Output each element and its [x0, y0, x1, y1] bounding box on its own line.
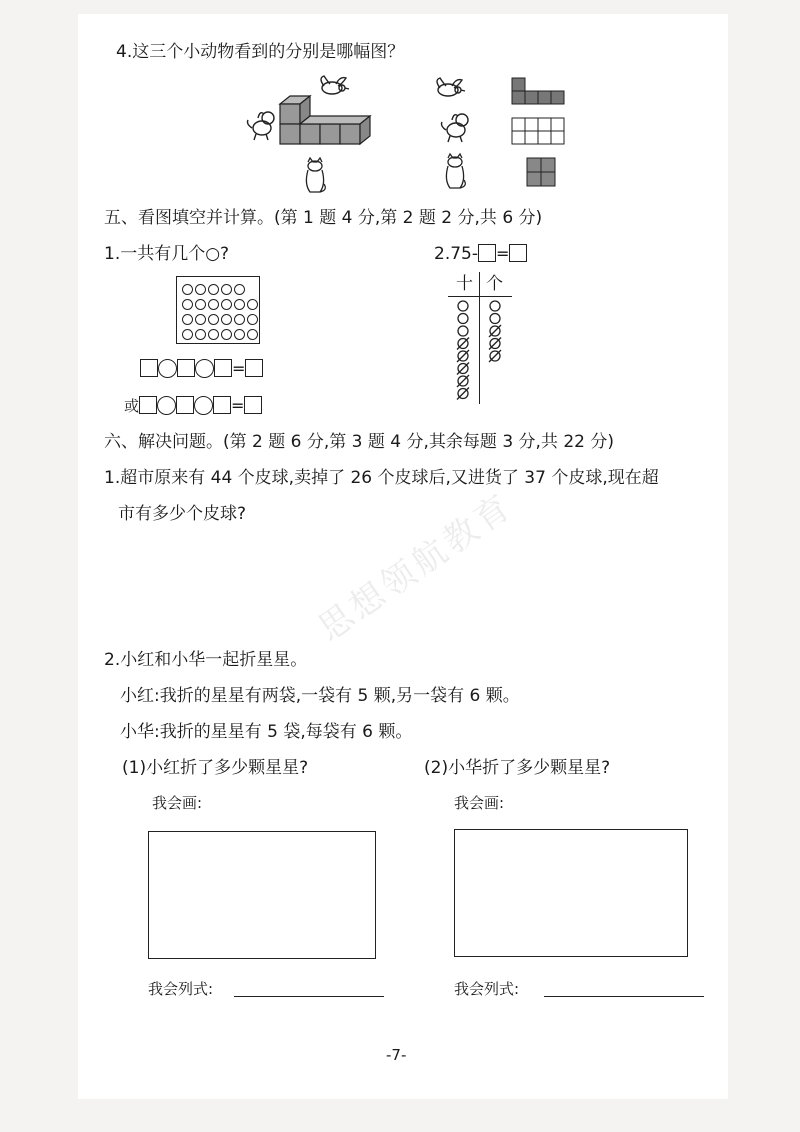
formula-answer-line-2[interactable] [544, 996, 704, 997]
view-c-figure [527, 158, 555, 186]
count-circle [182, 284, 193, 295]
bird-icon [437, 78, 465, 96]
drawing-area-2[interactable] [454, 829, 688, 957]
count-circle [195, 284, 206, 295]
view-a-figure [512, 78, 564, 104]
circle-grid-frame [176, 276, 260, 344]
answer-box[interactable] [140, 359, 158, 377]
counter-circle [490, 314, 500, 324]
cross-out-mark [489, 338, 501, 350]
cross-out-mark [489, 325, 501, 337]
s5-q2-title: 2.75- = [434, 244, 527, 263]
count-circle [195, 314, 206, 325]
alt-label: 或 [124, 397, 140, 415]
count-circle [234, 329, 245, 340]
counter-circle [458, 326, 468, 336]
cat-icon [306, 158, 325, 192]
count-circle [234, 314, 245, 325]
answer-box[interactable] [244, 396, 262, 414]
equation-2: 或 = [124, 396, 262, 415]
answer-box[interactable] [214, 359, 232, 377]
s6-q1-line1: 1.超市原来有 44 个皮球,卖掉了 26 个皮球后,又进货了 37 个皮球,现在超 [104, 468, 659, 488]
equation-1: = [140, 359, 263, 378]
xiaohua-text: 小华:我折的星星有 5 袋,每袋有 6 颗。 [120, 722, 413, 742]
draw-label-2: 我会画: [454, 794, 505, 812]
page-number: -7- [386, 1046, 407, 1064]
counter-circle [458, 301, 468, 311]
count-circle [247, 299, 258, 310]
place-value-chart [448, 272, 512, 404]
answer-box[interactable] [509, 244, 527, 262]
answer-box[interactable] [177, 359, 195, 377]
operator-circle[interactable] [158, 359, 177, 378]
section5-title: 五、看图填空并计算。(第 1 题 4 分,第 2 题 2 分,共 6 分) [104, 208, 543, 228]
count-circle [182, 329, 193, 340]
sub-question-2: (2)小华折了多少颗星星? [424, 758, 611, 778]
place-value-counters [448, 298, 512, 404]
draw-label-1: 我会画: [152, 794, 203, 812]
cross-out-mark [457, 388, 469, 400]
circle-row [181, 281, 259, 296]
formula-answer-line-1[interactable] [234, 996, 384, 997]
count-circle [208, 299, 219, 310]
counter-circle [490, 301, 500, 311]
operator-circle[interactable] [195, 359, 214, 378]
cross-out-mark [457, 350, 469, 362]
bird-icon [321, 76, 349, 94]
cross-out-mark [457, 363, 469, 375]
drawing-area-1[interactable] [148, 831, 376, 959]
s6-q1-line2: 市有多少个皮球? [118, 504, 247, 524]
tens-header: 十 [456, 274, 473, 294]
count-circle [208, 284, 219, 295]
q4-title: 4.这三个小动物看到的分别是哪幅图？ [116, 42, 405, 62]
xiaohong-text: 小红:我折的星星有两袋,一袋有 5 颗,另一袋有 6 颗。 [120, 686, 520, 706]
answer-box[interactable] [478, 244, 496, 262]
s5-q2-expression: 2.75- [434, 244, 478, 264]
operator-circle[interactable] [194, 396, 213, 415]
cat-icon [446, 154, 465, 188]
block-structure [280, 96, 370, 144]
view-b-figure [512, 118, 564, 144]
s5-q1-title: 1.一共有几个○? [104, 244, 230, 264]
count-circle [234, 299, 245, 310]
circle-row [181, 296, 259, 311]
dog-icon [442, 114, 469, 142]
operator-circle[interactable] [157, 396, 176, 415]
count-circle [182, 299, 193, 310]
ones-header: 个 [486, 274, 503, 294]
answer-box[interactable] [245, 359, 263, 377]
count-circle [208, 314, 219, 325]
count-circle [247, 314, 258, 325]
count-circle [195, 299, 206, 310]
q4-answer-options [430, 72, 590, 192]
cross-out-mark [457, 338, 469, 350]
circle-row [181, 326, 259, 341]
answer-box[interactable] [176, 396, 194, 414]
section6-title: 六、解决问题。(第 2 题 6 分,第 3 题 4 分,其余每题 3 分,共 22 分) [104, 432, 615, 452]
count-circle [182, 314, 193, 325]
count-circle [221, 284, 232, 295]
cross-out-mark [489, 350, 501, 362]
count-circle [234, 284, 245, 295]
cross-out-mark [457, 375, 469, 387]
watermark: 思想领航教育 [311, 485, 521, 650]
q4-block-figure [240, 72, 380, 200]
count-circle [195, 329, 206, 340]
formula-label-2: 我会列式: [454, 980, 520, 998]
count-circle [247, 329, 258, 340]
counter-circle [458, 314, 468, 324]
formula-label-1: 我会列式: [148, 980, 214, 998]
count-circle [221, 314, 232, 325]
count-circle [208, 329, 219, 340]
circle-row [181, 311, 259, 326]
count-circle [221, 299, 232, 310]
answer-box[interactable] [139, 396, 157, 414]
sub-question-1: (1)小红折了多少颗星星? [122, 758, 309, 778]
s6-q2-title: 2.小红和小华一起折星星。 [104, 650, 308, 670]
dog-icon [248, 112, 275, 140]
answer-box[interactable] [213, 396, 231, 414]
count-circle [221, 329, 232, 340]
